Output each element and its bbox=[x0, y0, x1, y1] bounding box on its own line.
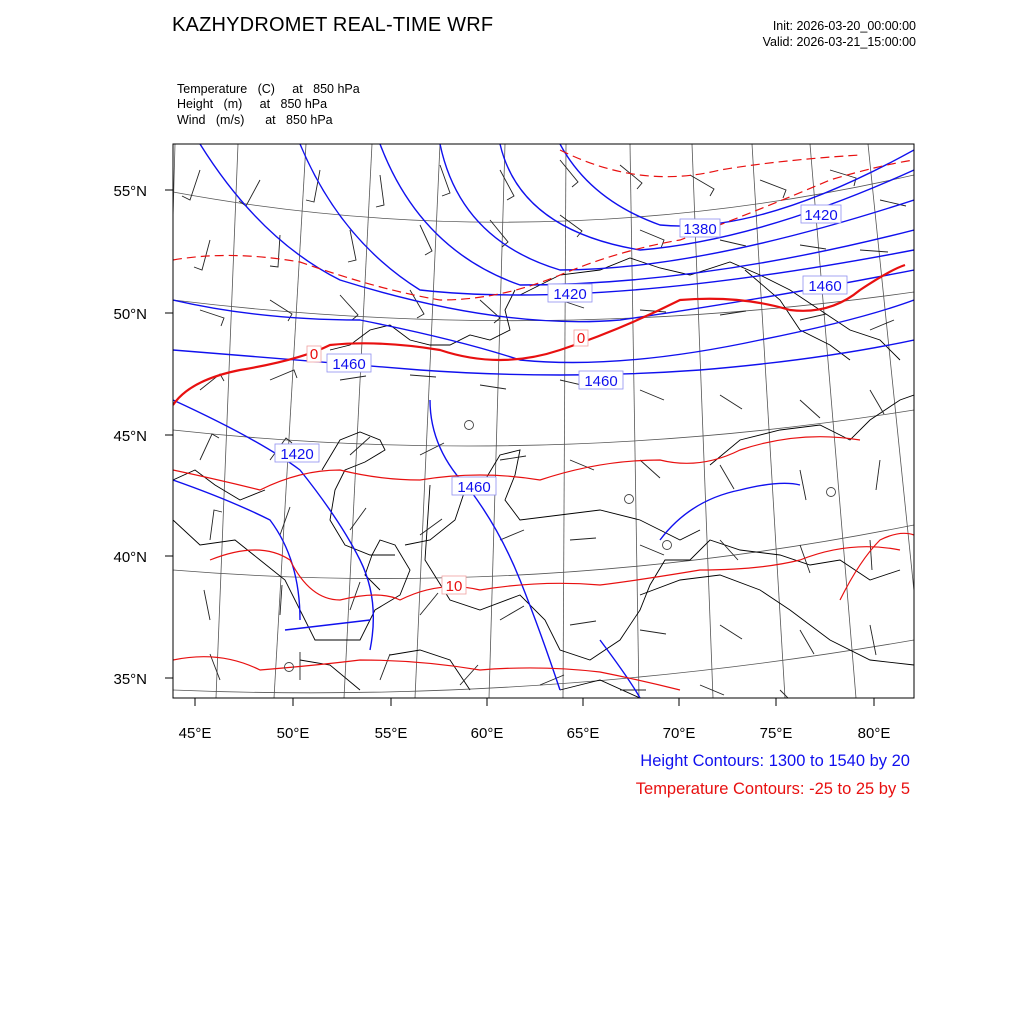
station-markers bbox=[285, 421, 836, 672]
wind-barbs bbox=[182, 160, 906, 708]
height-label-1460-mid bbox=[579, 371, 623, 390]
svg-text:0: 0 bbox=[309, 346, 319, 363]
init-time: Init: 2026-03-20_00:00:00 bbox=[772, 19, 916, 33]
height-contours-note: Height Contours: 1300 to 1540 by 20 bbox=[640, 752, 910, 770]
borders bbox=[173, 258, 914, 698]
height-label-1460-west bbox=[327, 354, 371, 373]
variable-height: Height (m) at 850 hPa bbox=[177, 97, 328, 111]
lat-label-50: 50°N bbox=[113, 306, 147, 323]
height-label-1420-caspian bbox=[275, 444, 319, 463]
svg-text:0: 0 bbox=[576, 330, 586, 347]
height-label-1460-aral bbox=[452, 477, 496, 496]
map-frame bbox=[173, 144, 914, 698]
temperature-label-10 bbox=[442, 576, 466, 595]
lon-label-45: 45°E bbox=[178, 725, 212, 742]
lon-label-65: 65°E bbox=[566, 725, 600, 742]
svg-text:1420: 1420 bbox=[553, 286, 587, 303]
svg-text:1460: 1460 bbox=[808, 278, 842, 295]
svg-text:1420: 1420 bbox=[280, 446, 314, 463]
temperature-label-0-center bbox=[574, 330, 588, 347]
lon-label-55: 55°E bbox=[374, 725, 408, 742]
lat-label-40: 40°N bbox=[113, 549, 147, 566]
svg-text:1460: 1460 bbox=[584, 373, 618, 390]
svg-text:1460: 1460 bbox=[332, 356, 366, 373]
variable-wind: Wind (m/s) at 850 hPa bbox=[177, 113, 333, 127]
height-label-1460-east bbox=[803, 276, 847, 295]
svg-text:1380: 1380 bbox=[683, 221, 717, 238]
lon-label-50: 50°E bbox=[276, 725, 310, 742]
graticule bbox=[160, 144, 925, 698]
lon-label-70: 70°E bbox=[662, 725, 696, 742]
height-label-1380 bbox=[680, 219, 720, 238]
map-title: KAZHYDROMET REAL-TIME WRF bbox=[172, 14, 494, 36]
temperature-label-0-west bbox=[307, 346, 321, 363]
variable-temperature: Temperature (C) at 850 hPa bbox=[177, 82, 360, 96]
height-label-1420-ne bbox=[801, 205, 841, 224]
temperature-contours bbox=[173, 150, 914, 690]
svg-text:1460: 1460 bbox=[457, 479, 491, 496]
lon-label-75: 75°E bbox=[759, 725, 793, 742]
lon-label-80: 80°E bbox=[857, 725, 891, 742]
svg-text:1420: 1420 bbox=[804, 207, 838, 224]
svg-text:10: 10 bbox=[445, 578, 463, 595]
height-contours bbox=[173, 144, 914, 698]
tick-marks bbox=[165, 190, 874, 706]
lat-label-35: 35°N bbox=[113, 671, 147, 688]
lat-label-55: 55°N bbox=[113, 183, 147, 200]
lon-label-60: 60°E bbox=[470, 725, 504, 742]
height-label-1420-center bbox=[548, 284, 592, 303]
lat-label-45: 45°N bbox=[113, 428, 147, 445]
valid-time: Valid: 2026-03-21_15:00:00 bbox=[762, 35, 916, 49]
temperature-contours-note: Temperature Contours: -25 to 25 by 5 bbox=[635, 780, 910, 798]
